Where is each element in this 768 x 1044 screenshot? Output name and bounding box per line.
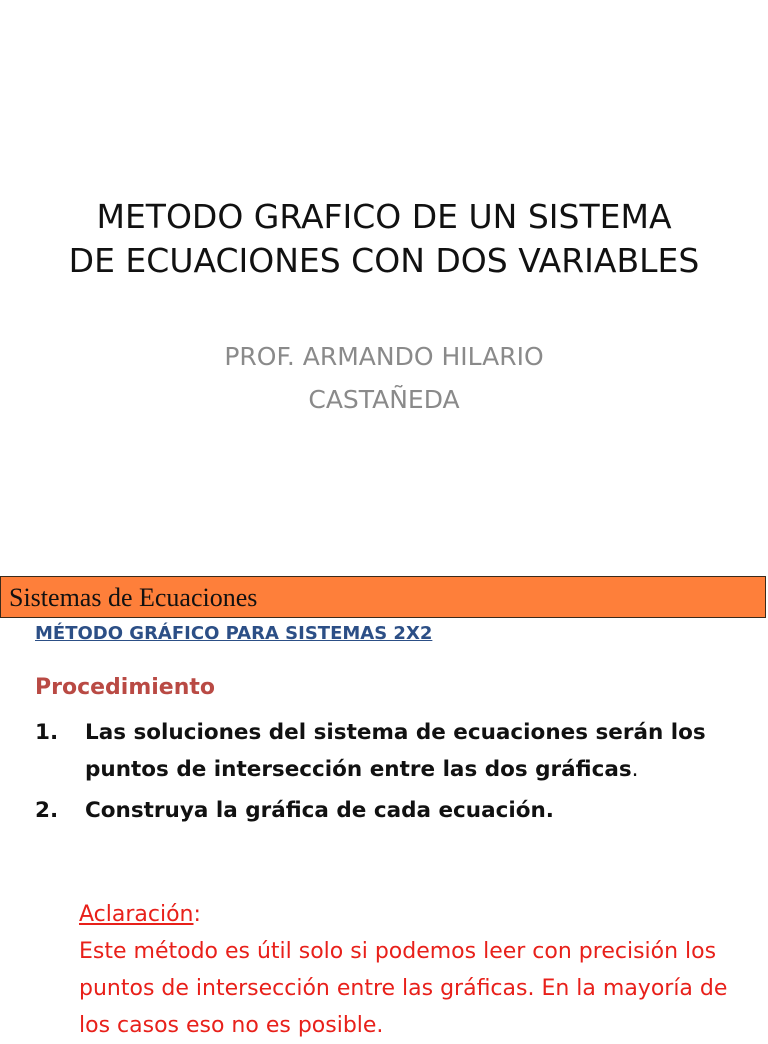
slide-title-line-2: DE ECUACIONES CON DOS VARIABLES xyxy=(68,241,700,280)
method-subheading: MÉTODO GRÁFICO PARA SISTEMAS 2X2 xyxy=(35,623,433,644)
slide-title-line-1: METODO GRAFICO DE UN SISTEMA xyxy=(96,197,672,236)
author-line-2: CASTAÑEDA xyxy=(308,385,460,414)
procedure-step-1 xyxy=(35,714,745,788)
content-slide xyxy=(0,576,768,1038)
step-text: Construya la gráfica de cada ecuación. xyxy=(85,798,554,823)
clarification-label: Aclaración xyxy=(79,902,194,927)
step-number: 1. xyxy=(35,720,59,745)
step-text: Las soluciones del sistema de ecuaciones serán los puntos de intersección entre las dos gráficas xyxy=(85,720,706,782)
clarification-note xyxy=(79,896,759,1044)
procedure-step-2 xyxy=(35,792,745,829)
clarification-heading xyxy=(79,896,759,933)
section-header-bar xyxy=(0,576,766,618)
procedure-label: Procedimiento xyxy=(35,675,216,700)
step-number: 2. xyxy=(35,798,59,823)
slide-title xyxy=(0,195,768,283)
clarification-text: Este método es útil solo si podemos leer con precisión los puntos de intersección entre las gráficas. En la mayoría de los casos eso no es posible. xyxy=(79,939,728,1038)
author-line-1: PROF. ARMANDO HILARIO xyxy=(224,342,544,371)
section-header-title: Sistemas de Ecuaciones xyxy=(9,583,258,612)
slide-subtitle xyxy=(0,335,768,421)
procedure-steps xyxy=(35,714,745,833)
step-trailing-period: . xyxy=(631,757,639,782)
clarification-colon: : xyxy=(193,902,201,927)
